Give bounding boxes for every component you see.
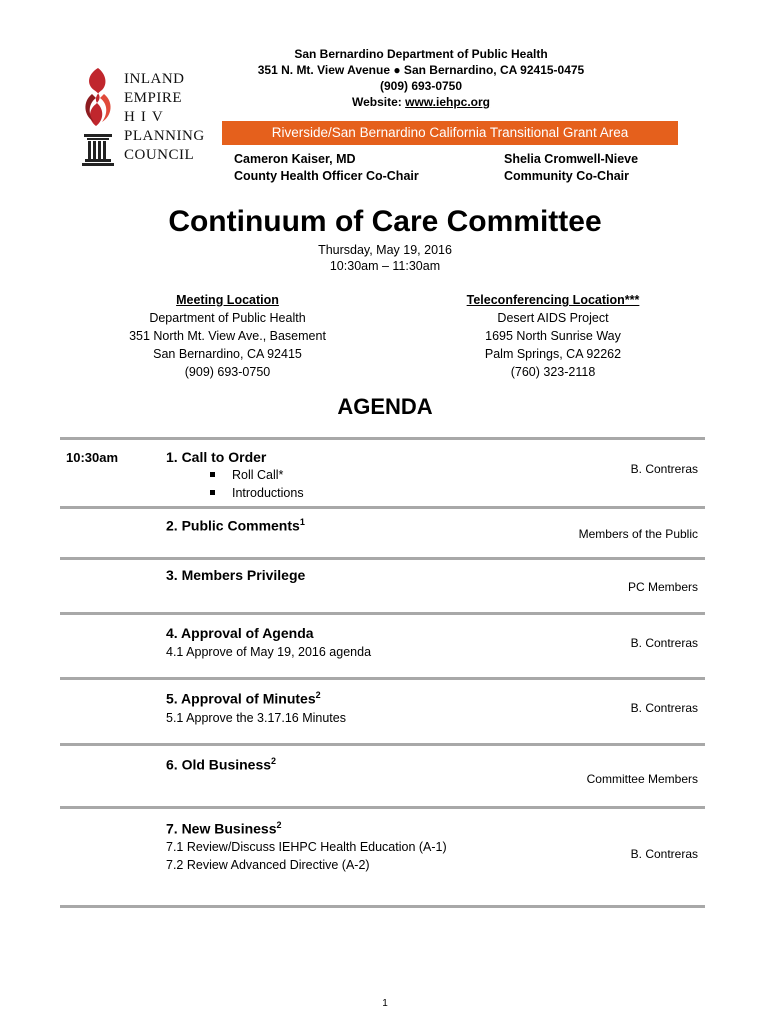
- agenda-presenter: B. Contreras: [630, 847, 698, 861]
- agenda-subitem: 4.1 Approve of May 19, 2016 agenda: [166, 645, 372, 659]
- page-title: Continuum of Care Committee: [168, 205, 602, 238]
- divider: [60, 612, 705, 615]
- cochair-left: [234, 151, 419, 185]
- agenda-subitem: 5.1 Approve the 3.17.16 Minutes: [166, 711, 346, 725]
- agenda-heading: AGENDA: [337, 394, 433, 419]
- location-line: Desert AIDS Project: [497, 311, 609, 325]
- meeting-location: [115, 291, 340, 381]
- divider: [60, 677, 705, 680]
- footnote-marker: 2: [271, 756, 277, 766]
- bullet-square-icon: [210, 490, 215, 495]
- agenda-presenter: B. Contreras: [630, 701, 698, 715]
- divider: [60, 743, 705, 746]
- meeting-location-heading: Meeting Location: [176, 293, 279, 307]
- torch-ribbon-icon: [70, 64, 125, 174]
- meeting-time: 10:30am – 11:30am: [329, 259, 441, 273]
- agenda-bullet: [210, 466, 283, 484]
- agenda-presenter: B. Contreras: [630, 636, 698, 650]
- agenda-item-title: [166, 690, 321, 707]
- agenda-item-text: 4. Approval of Agenda: [166, 625, 314, 641]
- location-line: (909) 693-0750: [184, 365, 271, 379]
- cochair-right-name: Shelia Cromwell-Nieve: [504, 152, 639, 166]
- logo-line: PLANNING: [124, 128, 205, 144]
- bullet-square-icon: [210, 472, 215, 477]
- meeting-date: Thursday, May 19, 2016: [318, 243, 452, 257]
- footnote-marker: 2: [315, 690, 321, 700]
- location-line: Palm Springs, CA 92262: [484, 347, 622, 361]
- logo-line: COUNCIL: [124, 147, 195, 163]
- agenda-item-text: 2. Public Comments: [166, 517, 300, 534]
- logo-wordmark: [124, 70, 205, 165]
- department-header: [232, 46, 610, 110]
- bullet-text: Introductions: [232, 486, 304, 500]
- agenda-presenter: B. Contreras: [630, 462, 698, 476]
- location-line: (760) 323-2118: [510, 365, 596, 379]
- cochair-left-role: County Health Officer Co-Chair: [234, 169, 419, 183]
- footnote-marker: 2: [276, 820, 282, 830]
- page-number: 1: [382, 998, 388, 1009]
- agenda-item-title: [166, 517, 305, 534]
- location-line: San Bernardino, CA 92415: [153, 347, 302, 361]
- agenda-item-title: [166, 820, 282, 837]
- department-name: San Bernardino Department of Public Health: [294, 47, 548, 61]
- agenda-item-title: [166, 625, 314, 641]
- location-line: 351 North Mt. View Ave., Basement: [129, 329, 326, 343]
- bullet-text: Roll Call*: [232, 468, 284, 482]
- agenda-presenter: PC Members: [627, 580, 698, 594]
- agenda-item-title: [166, 449, 266, 465]
- tga-banner: Riverside/San Bernardino California Transitional Grant Area: [222, 121, 678, 145]
- cochair-left-name: Cameron Kaiser, MD: [234, 152, 356, 166]
- logo-line: HIV: [124, 109, 169, 125]
- divider: [60, 806, 705, 809]
- website-label: Website:: [351, 95, 402, 109]
- teleconference-location: [438, 291, 668, 381]
- agenda-bullet: [210, 484, 304, 502]
- website-line: [232, 94, 610, 110]
- agenda-presenter: Members of the Public: [578, 527, 698, 541]
- location-line: 1695 North Sunrise Way: [485, 329, 621, 343]
- divider: [60, 905, 705, 908]
- cochair-right: [504, 151, 638, 185]
- council-logo: [70, 64, 210, 174]
- agenda-subitem: 7.2 Review Advanced Directive (A-2): [166, 858, 370, 872]
- agenda-item-title: [166, 756, 276, 773]
- cochair-right-role: Community Co-Chair: [504, 169, 629, 183]
- agenda-item-text: 1. Call to Order: [166, 449, 267, 465]
- logo-line: INLAND: [124, 71, 185, 87]
- agenda-item-text: 5. Approval of Minutes: [166, 690, 316, 707]
- agenda-item-text: 3. Members Privilege: [166, 567, 306, 583]
- agenda-item-title: [166, 567, 305, 583]
- location-line: Department of Public Health: [149, 311, 306, 325]
- agenda-item-text: 7. New Business: [166, 820, 277, 837]
- teleconference-location-heading: Teleconferencing Location***: [466, 293, 640, 307]
- divider: [60, 557, 705, 560]
- divider: [60, 437, 705, 440]
- footnote-marker: 1: [299, 517, 305, 527]
- logo-line: EMPIRE: [124, 90, 183, 106]
- meeting-datetime: [0, 242, 770, 274]
- website-link[interactable]: www.iehpc.org: [405, 95, 491, 109]
- agenda-start-time: 10:30am: [66, 450, 119, 465]
- department-address: 351 N. Mt. View Avenue ● San Bernardino, CA 92415-0475: [257, 63, 585, 77]
- divider: [60, 506, 705, 509]
- department-phone: (909) 693-0750: [379, 79, 463, 93]
- agenda-item-text: 6. Old Business: [166, 756, 272, 773]
- agenda-presenter: Committee Members: [586, 772, 698, 786]
- agenda-subitem: 7.1 Review/Discuss IEHPC Health Education (A-1): [166, 840, 447, 854]
